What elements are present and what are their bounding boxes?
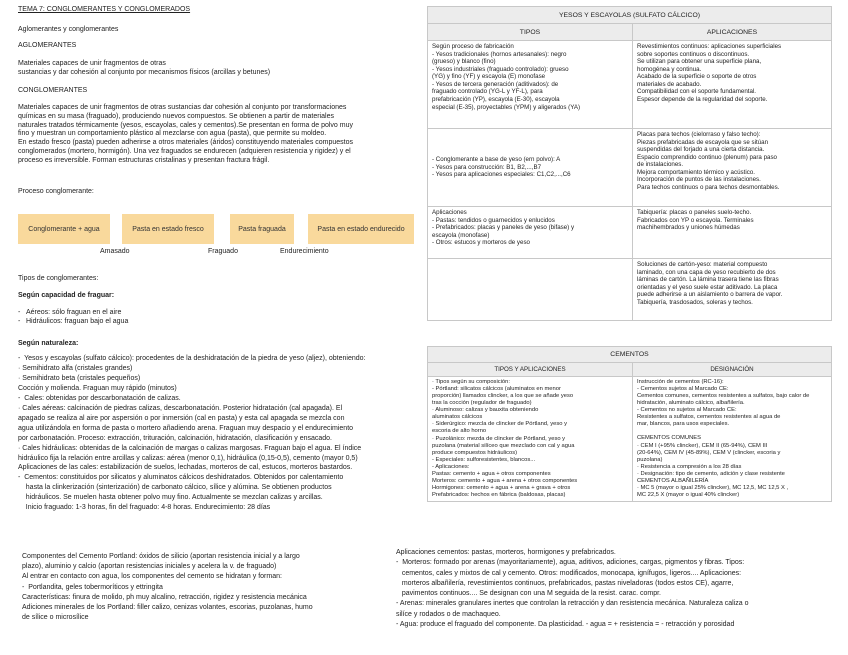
cell-line: suspendidas del forjado a una cierta distancia.	[637, 146, 765, 154]
cell-line: Fabricados con YP o escayola. Terminales	[637, 216, 754, 224]
applications-line: morteros albañilería, revestimientos continuos, prefabricados, pastas niveladoras (todos estos CE), agarre,	[396, 579, 734, 587]
naturaleza-line: hidráulicos. Se muelen hasta obtener polvo muy fino. Actualmente se mezclan calizas y arcillas.	[18, 494, 323, 502]
cell-line: Incorporación de puntos de las instalaciones.	[637, 176, 761, 184]
yesos-tipos-cell	[428, 207, 633, 259]
paragraph-line: Materiales capaces de unir fragmentos de otras sustancias dar cohesión al conjunto por transformaciones	[18, 104, 347, 111]
types-heading: Tipos de conglomerantes:	[18, 275, 99, 282]
naturaleza-heading: Según naturaleza:	[18, 340, 79, 347]
naturaleza-line: · Cales hidráulicas: obtenidas de la calcinación de margas o calizas margosas. Fraguan bajo el agua. El índice	[18, 444, 362, 452]
cell-line: escayola (monofase)	[432, 231, 490, 239]
cell-line: · Siderúrgico: mezcla de clincker de Pórtland, yeso y	[432, 421, 567, 428]
cell-line: Piezas prefabricadas de escayola que se sitúan	[637, 138, 769, 146]
cell-line-spacer	[637, 428, 827, 435]
process-arrow-label: Amasado	[100, 248, 130, 255]
yesos-aplic-cell	[633, 41, 832, 129]
process-step-4: Pasta en estado endurecido	[308, 214, 414, 244]
cell-line: materiales de acabado.	[637, 80, 702, 88]
cell-line: Pastas: cemento + agua + otros componentes	[432, 470, 551, 477]
cell-line: Cementos comunes, cementos resistentes a sulfatos, bajo calor de	[637, 393, 810, 400]
cell-line: - Conglomerante a base de yeso (ern polvo): A	[432, 156, 561, 164]
cell-line: Tabiquería, trasdosados, soleras y techos.	[637, 298, 753, 306]
cell-line: aluminatos cálcicos	[432, 414, 483, 421]
paragraph-line: En estado fresco (pasta) pueden adherirse a otros materiales (áridos) constituyendo materiales compuestos	[18, 139, 354, 146]
naturaleza-block	[18, 354, 365, 513]
cell-line: Compatibilidad con el soporte fundamental.	[637, 88, 757, 96]
cell-line: - Cementos sujetos al Marcado CE:	[637, 386, 729, 393]
cell-line: - Cementos no sujetos al Marcado CE:	[637, 407, 737, 414]
cell-line: Para techos continuos o para techos desmontables.	[637, 183, 780, 191]
cell-line: (20-64%), CEM IV (45-89%), CEM V (clincker, escoria y	[637, 449, 781, 456]
table-row	[428, 129, 832, 207]
cell-line: - Otros: estucos y morteros de yeso	[432, 239, 531, 247]
cell-line: tras la cocción (regulador de fraguado)	[432, 400, 532, 407]
cell-line: mar, blancos, para usos especiales.	[637, 421, 730, 428]
cell-line: · Designación: tipo de cemento, adición y clase resistente	[637, 470, 785, 477]
cell-line: orientadas y el yeso suele estar aditivado. La placa	[637, 283, 778, 291]
paragraph-line: proceso es irreversible. Forman estructuras cristalinas y presentan fractura frágil.	[18, 156, 270, 164]
conglomerantes-heading: CONGLOMERANTES	[18, 87, 88, 94]
cell-line: Resistentes a sulfatos, cementos resistentes al agua de	[637, 414, 781, 421]
fraguar-heading: Según capacidad de fraguar:	[18, 292, 115, 299]
applications-line: cementos, cales y mixtos de cal y cemento. Otros: modificados, monocapa, ignífugos, ligeros.... Aplicaciones:	[396, 569, 742, 577]
cementos-header-tipos: TIPOS Y APLICACIONES	[428, 363, 633, 377]
cell-line: puzolana (material silíceo que mezclado con cal y agua	[432, 442, 575, 449]
cell-line: Prefabricados: hechos en fábrica (baldosas, placas)	[432, 492, 566, 498]
process-step-3: Pasta fraguada	[230, 214, 294, 244]
cell-line: Revestimientos continuos: aplicaciones superficiales	[637, 43, 782, 50]
paragraph-line: químicas en su masa (fraguado), produciendo nuevos compuestos. Se obtienen a partir de materiales	[18, 112, 334, 120]
cell-line: - Especiales: sulforesistentes, blancos...	[432, 456, 536, 463]
naturaleza-line: - Yesos y escayolas (sulfato cálcico): procedentes de la deshidratación de la piedra de yeso (aljez), obteniendo:	[18, 355, 366, 362]
cell-line: (grueso) y blanco (fino)	[432, 58, 496, 66]
cell-line: produce compuestos hidráulicos)	[432, 449, 518, 456]
cell-line: puede adherirse a un aislamiento o barrera de vapor.	[637, 291, 783, 299]
cell-line: - Prefabricados: placas y paneles de yeso (bifase) y	[432, 224, 575, 232]
portland-line: - Portlandita, geles tobermoríticos y ettringita	[22, 583, 163, 591]
cell-line: - Yesos para construcción: B1, B2,...,B7	[432, 163, 542, 171]
naturaleza-line: por carbonatación. Proceso: extracción, trituración, calcinación, hidratación, clasificación y ensacado.	[18, 434, 332, 442]
cell-line: - Yesos para aplicaciones especiales: C1,C2,...,C6	[432, 171, 571, 179]
cell-line: · Puzolánico: mezda de clincker de Pórtland, yeso y	[432, 435, 566, 442]
paragraph-line: fino y muestran un comportamiento plástico al mezclarse con agua (pasta), que permite su moldeo.	[18, 130, 327, 138]
portland-line: plazo), aluminio y calcio (aportan resistencias iniciales y acelera la v. de fraguado)	[22, 563, 277, 571]
portland-block	[22, 552, 313, 623]
naturaleza-line: hidráulico fija la relación entre arcillas y calizas: aérea (menor 0,1), hidráulica (0,15-0,5), cemento (mayor 0,5)	[18, 454, 358, 462]
fraguar-item: Aéreos: sólo fraguan en el aire	[26, 309, 122, 316]
yesos-aplic-cell	[633, 129, 832, 207]
naturaleza-line: · Cales aéreas: calcinación de piedras calizas, descarbonatación. Posterior hidratación (cal apagada). El	[18, 404, 343, 412]
table-row	[428, 207, 832, 259]
portland-line: de sílice o microsílice	[22, 614, 89, 622]
cell-line: · MC 5 (mayor o igual 25% clincker), MC 12,5, MC 12,5 X ,	[637, 484, 789, 491]
cell-line: (YG) y fino (YF) y escayola (E) monofase	[432, 73, 546, 81]
cell-line: Instrucción de cementos (RC-16):	[637, 379, 724, 385]
cell-line: CEMENTOS ALBAÑILERÍA	[637, 477, 709, 484]
naturaleza-line: Aplicaciones de las cales: estabilización de suelos, lechadas, morteros de cal, estucos, morteros bastardos.	[18, 464, 353, 472]
naturaleza-line: · Semihidrato beta (cristales pequeños)	[18, 374, 141, 382]
cell-line: Hormigones: cemento + agua + arena + grava + otros	[432, 484, 571, 491]
cell-line: CEMENTOS COMUNES	[637, 435, 701, 442]
cementos-header-designacion: DESIGNACIÓN	[633, 363, 832, 377]
naturaleza-line: - Cales: obtenidas por descarbonatación de calizas.	[18, 394, 181, 402]
cell-line: · CEM I (+95% clincker), CEM II (65-94%), CEM III	[637, 442, 768, 449]
cell-line: especial (E-35), proyectables (YPM) y aligerados (YA)	[432, 103, 581, 111]
cell-line: hidratación, aluminato cálcico, albañilería.	[637, 400, 745, 407]
cell-line: · Aluminoso: calizas y bauxita obteniendo	[432, 407, 539, 414]
process-step-1: Conglomerante + agua	[18, 214, 110, 244]
cementos-tipos-cell	[428, 377, 633, 502]
yesos-table-title: YESOS Y ESCAYOLAS (SULFATO CÁLCICO)	[428, 7, 832, 24]
naturaleza-line: Inicio fraguado: 1-3 horas, fin del fraguado: 4-8 horas. Endurecimiento: 28 días	[18, 504, 271, 512]
aglomerantes-text-line: Materiales capaces de unir fragmentos de otras	[18, 60, 166, 67]
portland-line: Al entrar en contacto con agua, los componentes del cemento se hidratan y forman:	[22, 573, 282, 581]
naturaleza-line: Cocción y molienda. Fraguan muy rápido (minutos)	[18, 384, 177, 392]
applications-line: - Arenas: minerales granulares inertes que controlan la retracción y dan resistencia mecánica. Naturaleza caliza o	[396, 600, 749, 608]
paragraph-line: conglomerados (mortero, hormigón). Una vez fraguados se endurecen (adquieren resistencia y rigidez) y el	[18, 147, 351, 155]
table-row	[428, 259, 832, 321]
cell-line: MC 22,5 X (mayor o igual 40% clincker)	[637, 491, 740, 498]
process-heading: Proceso conglomerante:	[18, 188, 94, 195]
fraguar-bullet-icon: -	[18, 318, 21, 325]
process-arrow-label: Endurecimiento	[280, 248, 329, 255]
cell-line: puzolana)	[637, 456, 663, 463]
portland-line: Características: finura de molido, ph muy alcalino, retracción, rigidez y resistencia mecánica	[22, 593, 307, 601]
yesos-table	[427, 6, 832, 321]
yesos-header-tipos: TIPOS	[428, 24, 633, 41]
cell-line: Placas para techos (cielorraso y falso techo):	[637, 131, 761, 138]
naturaleza-line: - Cementos: constituidos por silicatos y aluminatos cálcicos deshidratados. Obtenidos por calentamiento	[18, 474, 344, 482]
cell-line: Aplicaciones	[432, 209, 467, 216]
intro-text: Aglomerantes y conglomerantes	[18, 26, 119, 33]
page-title: TEMA 7: CONGLOMERANTES Y CONGLOMERADOS	[18, 6, 191, 13]
cell-line: prefabricación (YP), escayola (E-30), escayola	[432, 95, 560, 103]
process-step-2: Pasta en estado fresco	[122, 214, 214, 244]
fraguar-bullet-icon: -	[18, 309, 21, 316]
table-row	[428, 41, 832, 129]
portland-line: Adiciones minerales de los Portland: filler calizo, cenizas volantes, escorias, puzolanas, humo	[22, 604, 313, 612]
cementos-table	[427, 346, 832, 502]
applications-line: silíce y rodados o de machaqueo.	[396, 610, 501, 618]
cell-line: - Pórtland: silicatos cálcicos (aluminatos en menor	[432, 386, 561, 393]
cell-line: Mejora comportamiento térmico y acústico.	[637, 168, 755, 176]
yesos-tipos-cell	[428, 129, 633, 207]
cell-line: - Yesos tradicionales (hornos artesanales): negro	[432, 50, 567, 58]
cell-line: - Aplicaciones:	[432, 463, 470, 470]
yesos-tipos-cell-empty	[428, 259, 633, 321]
naturaleza-line: agua utilizándola en forma de pasta o mortero añadiendo arena. Fraguan muy despacio y el endurecimiento	[18, 424, 354, 432]
paragraph-line: naturales tratados térmicamente (yesos, escayolas, cales y cementos).Se presentan en forma de polvo muy	[18, 121, 353, 129]
applications-line: pavimentos continuos.... Se designan con una M seguida de la resist. carac. compr.	[396, 590, 661, 598]
fraguar-item: Hidráulicos: fraguan bajo el agua	[26, 318, 129, 325]
cell-line: Acabado de la superficie o soporte de otros	[637, 73, 757, 81]
cell-line: Morteros: cemento + agua + arena + otros componentes	[432, 477, 578, 484]
cell-line: machihembrados y uniones húmedas	[637, 224, 740, 232]
cell-line: · Resistencia a compresión a los 28 días	[637, 463, 742, 470]
cementos-designacion-cell	[633, 377, 832, 502]
yesos-tipos-cell	[428, 41, 633, 129]
cell-line: Según proceso de fabricación	[432, 43, 514, 50]
cell-line: fraguado controlado (YG-L y YF-L), para	[432, 88, 543, 96]
cell-line: sobre soportes continuos o discontinuos.	[637, 50, 750, 58]
cell-line: laminado, con una capa de yeso recubierto de dos	[637, 268, 776, 276]
cell-line: Tabiquería: placas o paneles suelo-techo.	[637, 209, 752, 216]
aglomerantes-text-line: sustancias y dar cohesión al conjunto por mecanismos físicos (arcillas y betunes)	[18, 69, 271, 76]
cell-line: · Tipos según su composición:	[432, 379, 510, 385]
process-arrow-label: Fraguado	[208, 248, 238, 255]
cell-line: Espesor depende de la regularidad del soporte.	[637, 95, 768, 103]
cell-line: - Yesos de tercera generación (aditivados): de	[432, 80, 559, 88]
applications-line: Aplicaciones cementos: pastas, morteros, hormigones y prefabricados.	[396, 549, 616, 556]
cell-line: homogénea y continua.	[637, 65, 702, 73]
yesos-header-aplicaciones: APLICACIONES	[633, 24, 832, 41]
cell-line: de instalaciones.	[637, 161, 684, 169]
aglomerantes-heading: AGLOMERANTES	[18, 42, 77, 49]
cell-line: - Yesos industriales (fraguado controlado): grueso	[432, 65, 569, 73]
cell-line: láminas de cartón. La lámina trasera tiene las fibras	[637, 276, 779, 284]
cell-line: proporción) llamados clincker, a los que se añade yeso	[432, 393, 574, 400]
applications-line: - Agua: produce el fraguado del componente. Da plasticidad. - agua = + resistencia = - retracción y porosidad	[396, 621, 735, 629]
portland-line: Componentes del Cemento Portland: óxidos de silicio (aportan resistencia inicial y a largo	[22, 553, 300, 560]
naturaleza-line: apagado se realiza al aire por aspersión o por inmersión (cal en pasta) y esta cal apagada se mezcla con	[18, 414, 345, 422]
yesos-aplic-cell	[633, 259, 832, 321]
cell-line: - Pastas: tendidos o guarnecidos y enlucidos	[432, 216, 555, 224]
cell-line: Espacio comprendido continuo (plenum) para paso	[637, 153, 777, 161]
yesos-aplic-cell	[633, 207, 832, 259]
applications-line: - Morteros: formado por arenas (mayoritariamente), agua, aditivos, adiciones, cargas, pigmentos y fibras. Tipos:	[396, 559, 745, 567]
table-row	[428, 377, 832, 502]
conglomerantes-paragraph	[18, 104, 353, 165]
naturaleza-line: · Semihidrato alfa (cristales grandes)	[18, 364, 133, 372]
cell-line: Se utilizan para obtener una superficie plana,	[637, 58, 762, 66]
cell-line: Soluciones de cartón-yeso: material compuesto	[637, 261, 768, 268]
cementos-table-title: CEMENTOS	[428, 347, 832, 363]
naturaleza-line: hasta la clinkerización (sinterización) de carbonato cálcico, sílice y alúmina. Se obtienen productos	[18, 484, 332, 492]
cell-line: escoria de alto horno	[432, 428, 487, 435]
applications-block	[396, 548, 749, 630]
